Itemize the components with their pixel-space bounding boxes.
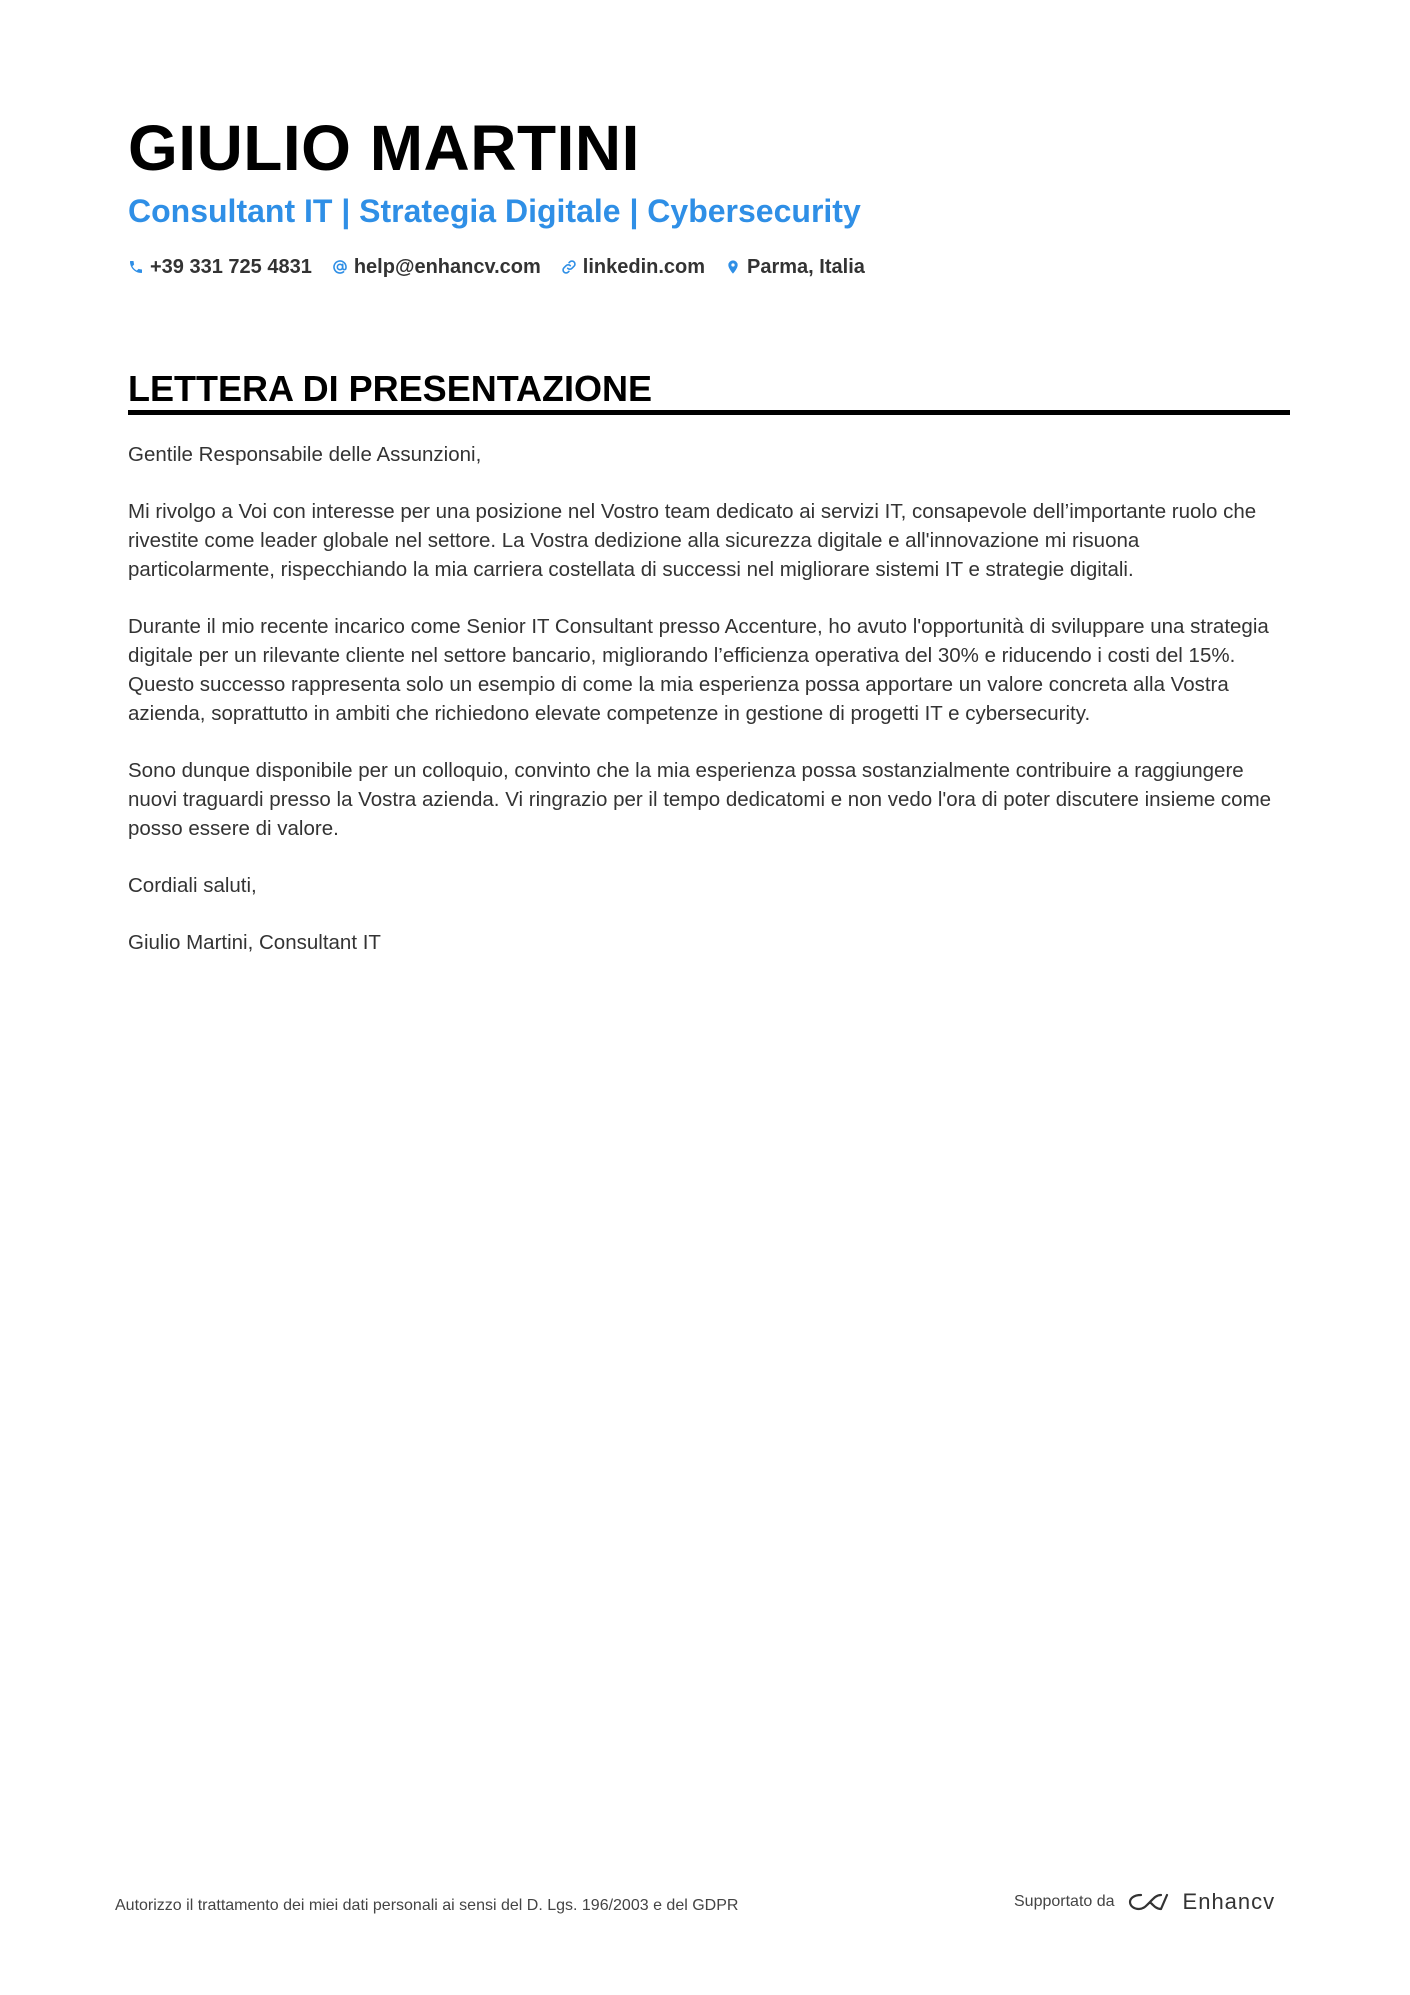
contact-bar — [128, 253, 885, 281]
letter-paragraph: Durante il mio recente incarico come Senior IT Consultant presso Accenture, ho avuto l'opportunità di sviluppare una strategia digitale per un rilevante cliente nel settore bancario, migliorando l’efficienza operativa del 30% e riducendo i costi del 15%. Questo successo rappresenta solo un esempio di come la mia esperienza possa apportare un valore concreta alla Vostra azienda, soprattutto in ambiti che richiedono elevate competenze in gestione di progetti IT e cybersecurity. — [128, 615, 1269, 725]
contact-location-text: Parma, Italia — [747, 256, 865, 278]
contact-linkedin[interactable] — [561, 253, 705, 281]
contact-phone[interactable] — [128, 253, 312, 281]
letter-paragraph: Sono dunque disponibile per un colloquio, convinto che la mia esperienza possa sostanzialmente contribuire a raggiungere nuovi traguardi presso la Vostra azienda. Vi ringrazio per il tempo dedicatomi e non vedo l'ora di poter discutere insieme come posso essere di valore. — [128, 759, 1272, 840]
phone-icon — [128, 259, 144, 275]
letter-paragraph: Mi rivolgo a Voi con interesse per una posizione nel Vostro team dedicato ai servizi IT, consapevole dell’importante ruolo che rivestite come leader globale nel settore. La Vostra dedizione alla sicurezza digitale e all'innovazione mi risuona particolarmente, rispecchiando la mia carriera costellata di successi nel migliorare sistemi IT e strategie digitali. — [128, 500, 1257, 581]
location-pin-icon — [725, 259, 741, 275]
section-title: LETTERA DI PRESENTAZIONE — [128, 368, 653, 409]
link-icon — [561, 259, 577, 275]
at-sign-icon — [332, 259, 348, 275]
contact-email[interactable] — [332, 253, 541, 281]
candidate-name: GIULIO MARTINI — [128, 112, 640, 184]
contact-location — [725, 253, 865, 281]
letter-closing: Cordiali saluti, — [128, 874, 257, 897]
powered-by[interactable] — [1014, 1889, 1275, 1915]
brand-name: Enhancv — [1182, 1889, 1276, 1914]
contact-email-text: help@enhancv.com — [353, 256, 541, 278]
letter-greeting: Gentile Responsabile delle Assunzioni, — [128, 443, 482, 466]
contact-linkedin-text: linkedin.com — [582, 256, 706, 278]
contact-phone-text: +39 331 725 4831 — [150, 256, 312, 278]
candidate-title: Consultant IT | Strategia Digitale | Cybersecurity — [128, 193, 861, 229]
letter-signature: Giulio Martini, Consultant IT — [128, 931, 381, 954]
enhancv-logo-icon — [1127, 1890, 1173, 1914]
section-divider — [128, 410, 1290, 415]
privacy-notice: Autorizzo il trattamento dei miei dati personali ai sensi del D. Lgs. 196/2003 e del GDPR — [115, 1897, 739, 1914]
powered-by-label: Supportato da — [1014, 1893, 1115, 1910]
letter-body — [128, 440, 1290, 985]
